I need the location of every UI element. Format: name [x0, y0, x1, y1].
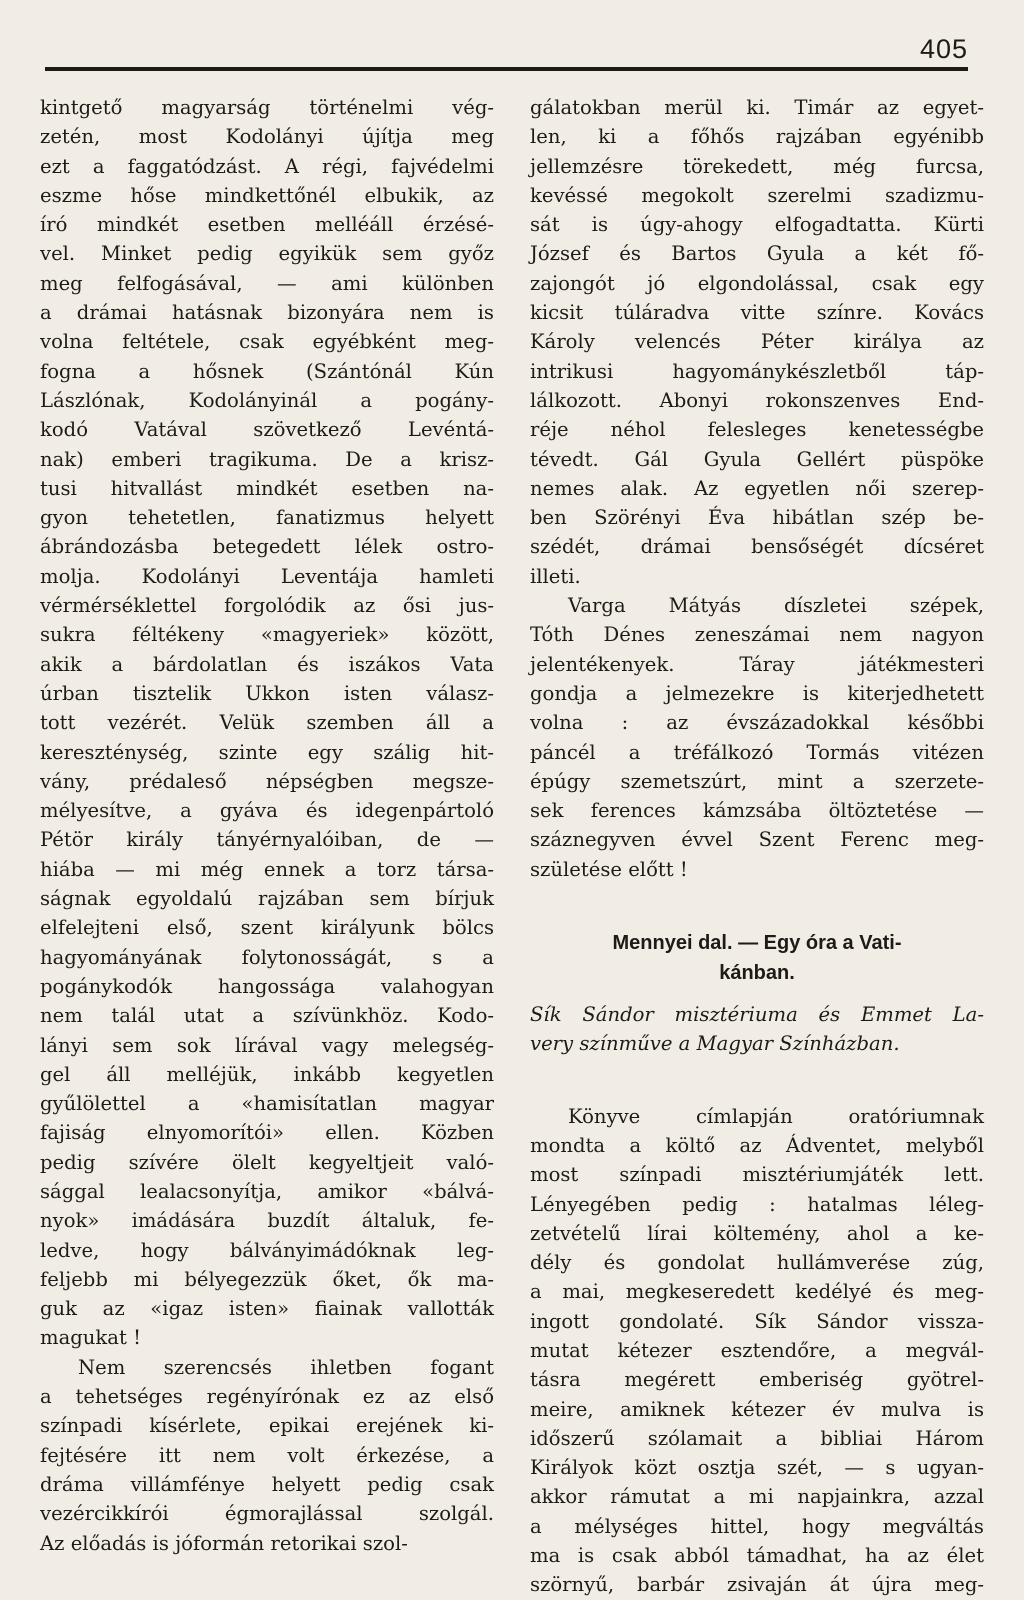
- text-line: gálatokban merül ki. Timár az egyet-: [530, 96, 984, 119]
- text-line: páncél a tréfálkozó Tormás vitézen: [530, 740, 984, 764]
- text-line: szörnyű, barbár zsivaján át újra meg-: [530, 1573, 984, 1597]
- text-line: ben Szörényi Éva hibátlan szép be-: [530, 506, 984, 530]
- text-line: most színpadi misztériumjáték lett.: [530, 1163, 984, 1187]
- text-line: nyok» imádására buzdít általuk, fe-: [40, 1209, 494, 1233]
- text-line: Varga Mátyás díszletei szépek,: [568, 594, 984, 618]
- text-line: Lényegében pedig : hatalmas léleg-: [530, 1192, 984, 1216]
- text-line: guk az «igaz isten» fiainak vallották: [40, 1297, 494, 1321]
- text-line: ábrándozásba betegedett lélek ostro-: [40, 535, 494, 559]
- text-line: gyűlölettel a «hamisítatlan magyar: [40, 1092, 494, 1116]
- text-line: fajiság elnyomorítói» ellen. Közben: [40, 1121, 494, 1145]
- text-line: sek ferences kámzsába öltöztetése —: [530, 799, 984, 823]
- text-line: jelentékenyek. Táray játékmesteri: [530, 652, 984, 676]
- text-line: Károly velencés Péter királya az: [530, 330, 984, 354]
- text-line: nak) emberi tragikuma. De a krisz-: [40, 447, 494, 471]
- text-line: kevéssé megokolt szerelmi szadizmu-: [530, 183, 984, 207]
- page-number: 405: [919, 34, 968, 64]
- text-line: mondta a költő az Ádventet, melyből: [530, 1133, 984, 1157]
- section-spacer: [530, 884, 984, 928]
- text-line: nemes alak. Az egyetlen női szerep-: [530, 476, 984, 500]
- text-line: vérmérséklettel forgolódik az ősi jus-: [40, 594, 494, 618]
- text-line: meg felfogásával, — ami különben: [40, 271, 494, 295]
- text-line: Királyok közt osztja szét, — s ugyan-: [530, 1456, 984, 1480]
- text-line: a mélységes hittel, hogy megváltás: [530, 1514, 984, 1538]
- text-line: illeti.: [530, 564, 581, 588]
- text-line: szédét, drámai bensőségét dícséret: [530, 535, 984, 559]
- section-heading-line: kánban.: [719, 962, 795, 985]
- text-line: kodó Vatával szövetkező Levéntá-: [40, 418, 494, 442]
- text-line: épúgy szemetszúrt, mint a szerzete-: [530, 769, 984, 793]
- text-line: ma is csak abból támadhat, ha az élet: [530, 1544, 984, 1568]
- text-line: sukra féltékeny «magyeriek» között,: [40, 623, 494, 647]
- text-line: vány, prédaleső népségben megsze-: [40, 769, 494, 793]
- text-line: Lászlónak, Kodolányinál a pogány-: [40, 388, 494, 412]
- text-line: a mai, megkeseredett kedélyé és meg-: [530, 1280, 984, 1304]
- right-column: [530, 93, 984, 1600]
- text-line: időszerű szólamait a bibliai Három: [530, 1426, 984, 1450]
- text-line: Az előadás is jóformán retorikai szol-: [40, 1531, 408, 1555]
- text-line: elfelejteni első, szent királyunk bölcs: [40, 916, 494, 940]
- text-line: molja. Kodolányi Leventája hamleti: [40, 564, 494, 588]
- text-line: ezt a faggatódzást. A régi, fajvédelmi: [40, 154, 494, 178]
- text-line: a tehetséges regényírónak ez az első: [40, 1385, 494, 1409]
- section-heading: [530, 928, 984, 988]
- text-line: len, ki a főhős rajzában egyénibb: [530, 125, 984, 149]
- text-line: gyon tehetetlen, fanatizmus helyett: [40, 506, 494, 530]
- text-line: dráma villámfénye helyett pedig csak: [40, 1472, 494, 1496]
- text-line: író mindkét esetben melléáll érzésé-: [40, 213, 494, 237]
- text-line: pogánykodók hangossága valahogyan: [40, 974, 494, 998]
- text-line: feljebb mi bélyegezzük őket, ők ma-: [40, 1267, 494, 1291]
- text-line: fogna a hősnek (Szántónál Kún: [40, 359, 494, 383]
- text-line: ságnak egyoldalú rajzában sem bírjuk: [40, 887, 494, 911]
- review-body: [530, 1102, 984, 1600]
- section-subtitle: [530, 1000, 984, 1059]
- text-line: meire, amiknek kétezer év mulva is: [530, 1397, 984, 1421]
- text-line: lálkozott. Abonyi rokonszenves End-: [530, 388, 984, 412]
- text-line: tásra megérett emberiség gyötrel-: [530, 1368, 984, 1392]
- text-line: akkor rámutat a mi napjainkra, azzal: [530, 1485, 984, 1509]
- text-line: gel áll melléjük, inkább kegyetlen: [40, 1062, 494, 1086]
- text-line: pedig szívére ölelt kegyeltjeit való-: [40, 1150, 494, 1174]
- text-line: tusi hitvallást mindkét esetben na-: [40, 476, 494, 500]
- text-line: mutat kétezer esztendőre, a megvál-: [530, 1338, 984, 1362]
- text-line: Könyve címlapján oratóriumnak: [568, 1104, 984, 1128]
- text-line: hiába — mi még ennek a torz társa-: [40, 857, 494, 881]
- section-heading-line: Mennyei dal. — Egy óra a Vati-: [612, 932, 902, 955]
- right-column-continuation: [530, 93, 984, 884]
- text-line: tévedt. Gál Gyula Gellért püspöke: [530, 447, 984, 471]
- text-line: zetvételű lírai költemény, ahol a ke-: [530, 1221, 984, 1245]
- left-column: [40, 93, 494, 1558]
- text-line: akik a bárdolatlan és iszákos Vata: [40, 652, 494, 676]
- text-line: magukat !: [40, 1326, 141, 1350]
- text-line: kereszténység, szinte egy szálig hit-: [40, 740, 494, 764]
- text-line: nem talál utat a szívünkhöz. Kodo-: [40, 1004, 494, 1028]
- text-line: Nem szerencsés ihletben fogant: [78, 1355, 494, 1379]
- text-line: sát is úgy-ahogy elfogadtatta. Kürti: [530, 213, 984, 237]
- text-line: vezércikkírói égmorajlással szolgál.: [40, 1502, 494, 1526]
- text-line: zetén, most Kodolányi újítja meg: [40, 125, 494, 149]
- section-subtitle-line: very színműve a Magyar Színházban.: [530, 1032, 900, 1056]
- text-line: mélyesítve, a gyáva és idegenpártoló: [40, 799, 494, 823]
- text-line: lányi sem sok lírával vagy melegség-: [40, 1033, 494, 1057]
- text-line: hagyományának folytonosságát, s a: [40, 945, 494, 969]
- text-line: József és Bartos Gyula a két fő-: [530, 242, 984, 266]
- header-rule: [45, 67, 968, 71]
- text-line: vel. Minket pedig egyikük sem győz: [40, 242, 494, 266]
- text-line: eszme hőse mindkettőnél elbukik, az: [40, 183, 494, 207]
- text-line: száznegyven évvel Szent Ferenc meg-: [530, 828, 984, 852]
- text-line: Pétör király tányérnyalóiban, de —: [40, 828, 494, 852]
- text-line: zajongót jó elgondolással, csak egy: [530, 271, 984, 295]
- text-line: réje néhol felesleges kenetességbe: [530, 418, 984, 442]
- text-line: dély és gondolat hullámverése zúg,: [530, 1251, 984, 1275]
- section-subtitle-line: Sík Sándor misztériuma és Emmet La-: [530, 1003, 984, 1027]
- text-line: intrikusi hagyománykészletből táp-: [530, 359, 984, 383]
- text-line: gondja a jelmezekre is kiterjedhetett: [530, 681, 984, 705]
- text-line: színpadi kísérlete, epikai erejének ki-: [40, 1414, 494, 1438]
- text-line: ingott gondolaté. Sík Sándor vissza-: [530, 1309, 984, 1333]
- text-line: a drámai hatásnak bizonyára nem is: [40, 301, 494, 325]
- text-line: Tóth Dénes zeneszámai nem nagyon: [530, 623, 984, 647]
- text-line: tott vezérét. Velük szemben áll a: [40, 711, 494, 735]
- text-line: jellemzésre törekedett, még furcsa,: [530, 154, 984, 178]
- text-line: ledve, hogy bálványimádóknak leg-: [40, 1238, 494, 1262]
- section-spacer: [530, 1059, 984, 1102]
- text-line: sággal lealacsonyítja, amikor «bálvá-: [40, 1179, 494, 1203]
- text-line: kintgető magyarság történelmi vég-: [40, 96, 494, 119]
- text-line: volna feltétele, csak egyébként meg-: [40, 330, 494, 354]
- text-line: volna : az évszázadokkal későbbi: [530, 711, 984, 735]
- text-line: úrban tisztelik Ukkon isten válasz-: [40, 681, 494, 705]
- text-line: születése előtt !: [530, 857, 688, 881]
- text-line: fejtésére itt nem volt érkezése, a: [40, 1443, 494, 1467]
- text-line: kicsit túláradva vitte színre. Kovács: [530, 301, 984, 325]
